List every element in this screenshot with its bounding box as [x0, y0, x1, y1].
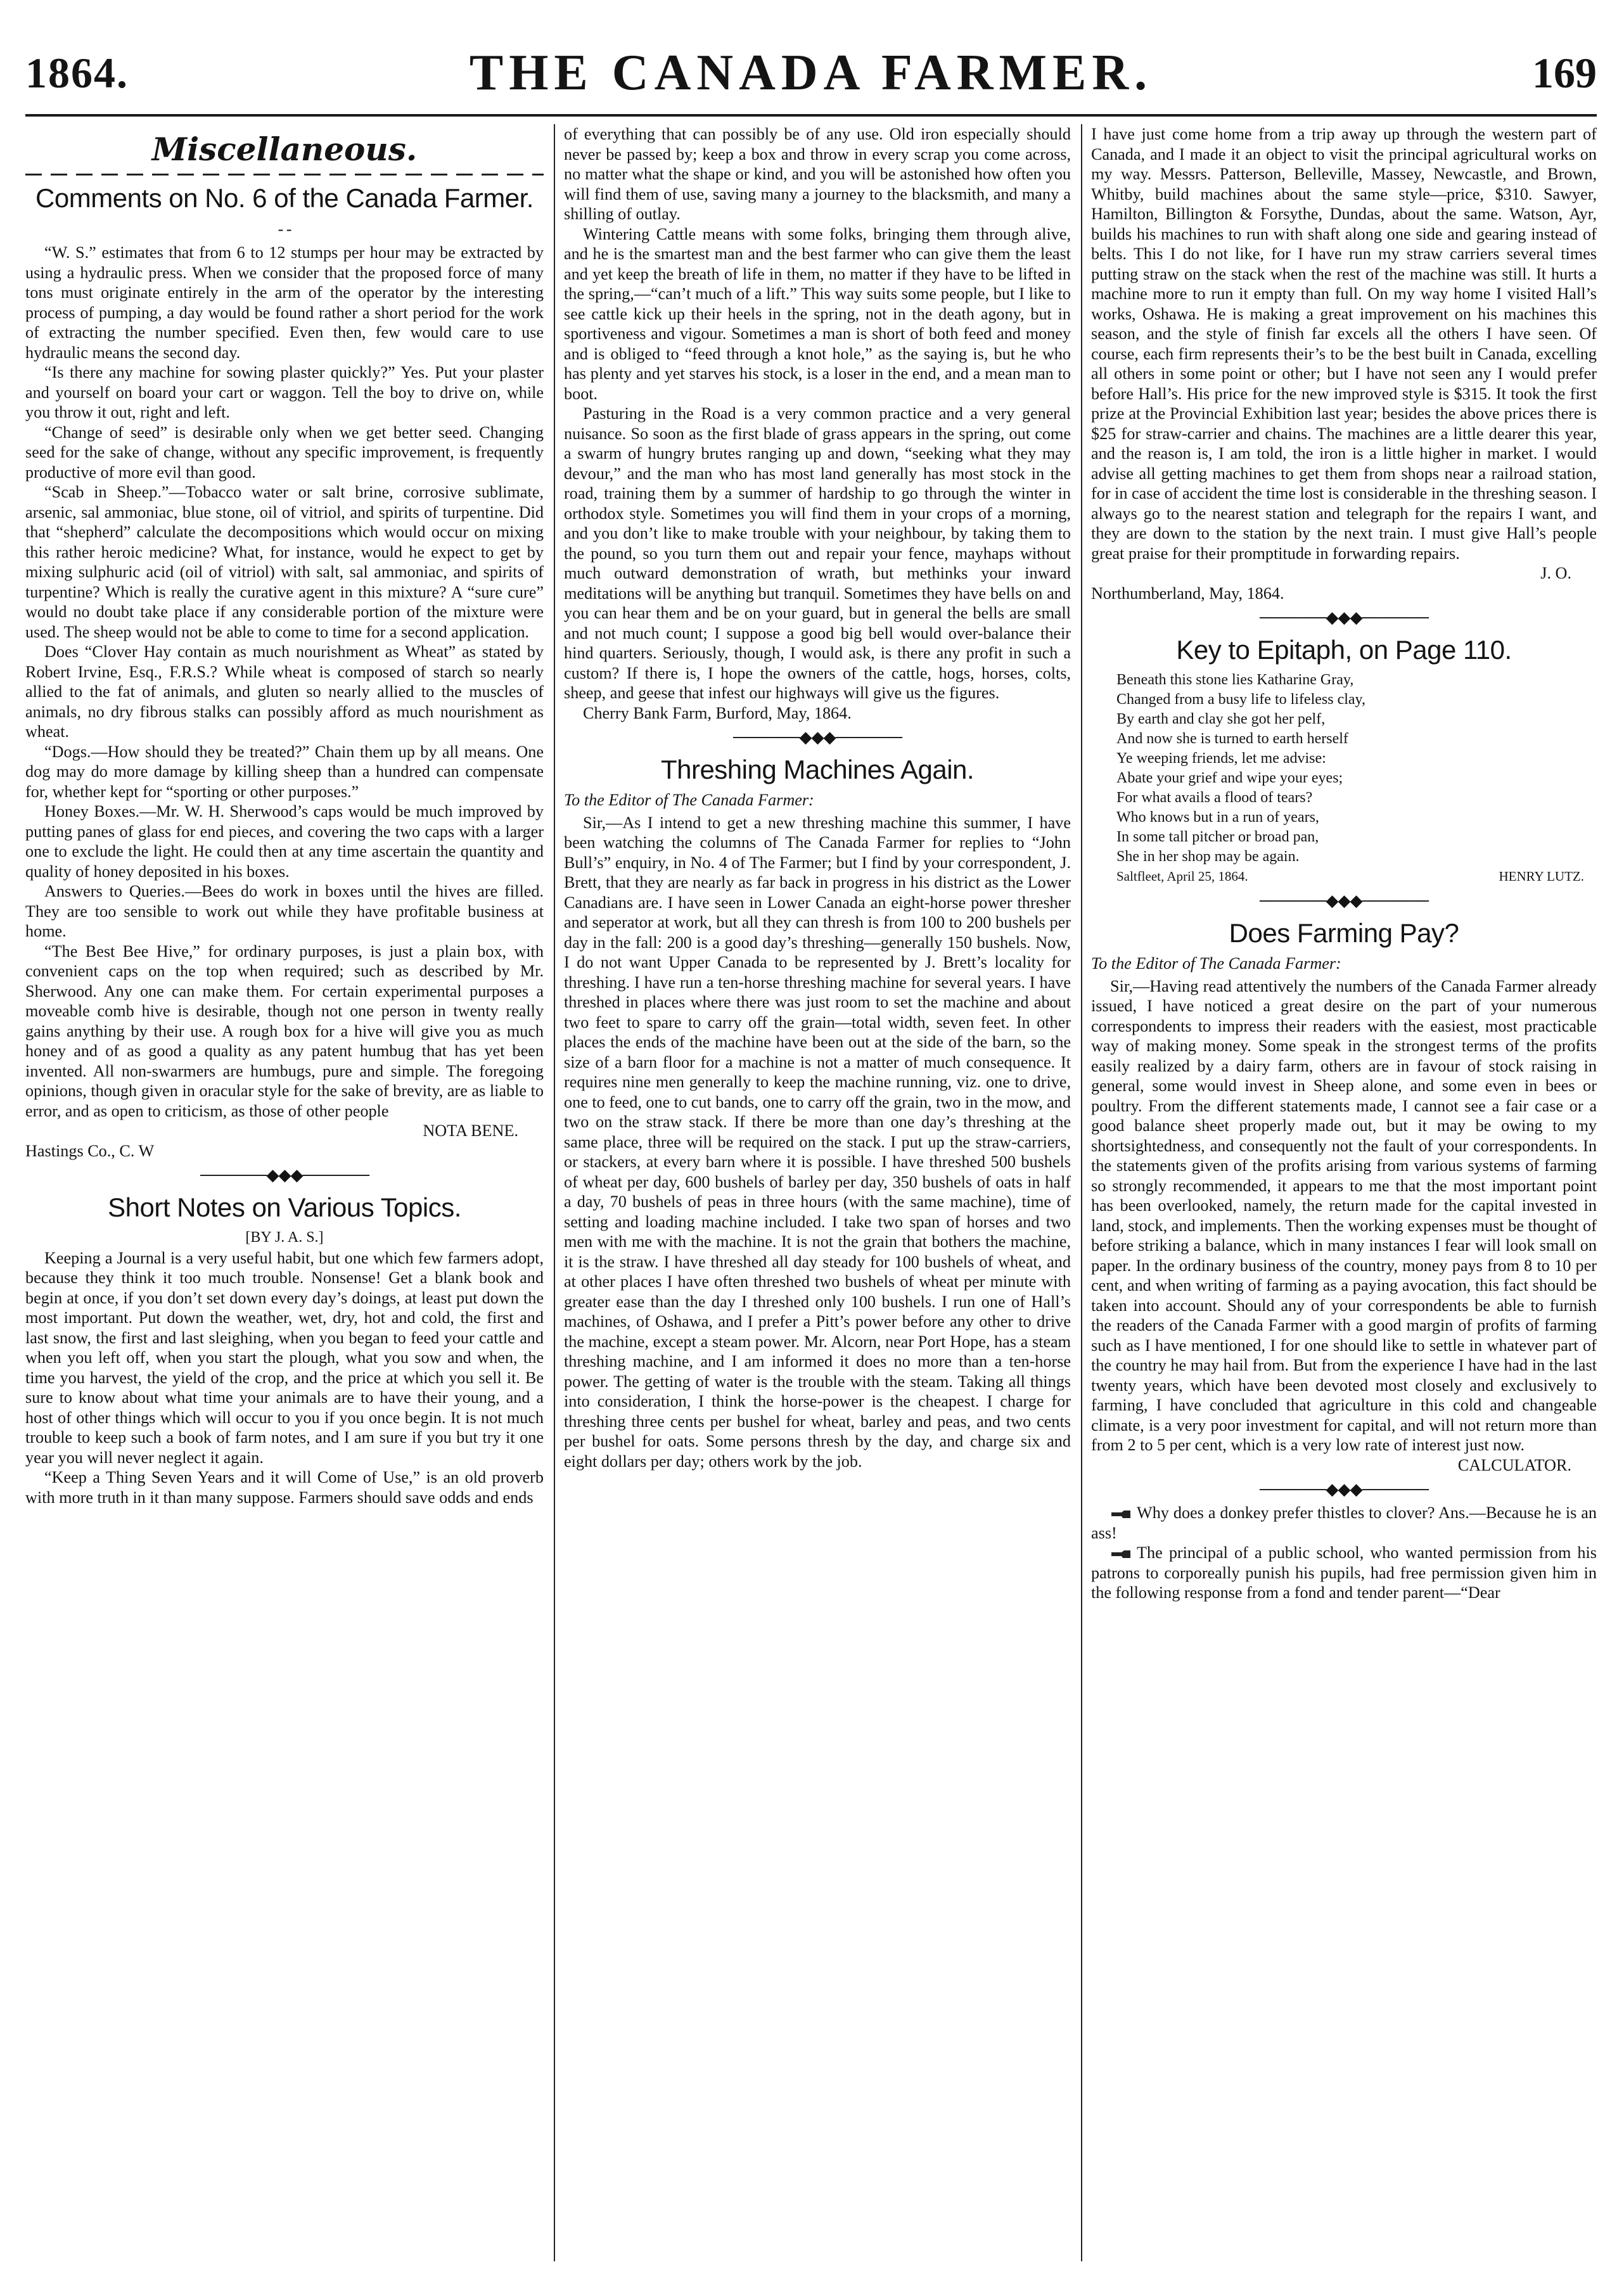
paragraph: Wintering Cattle means with some folks, bringing them through alive, and he is the smartest man and the best farmer who can give them the least and yet keep the breath of life in them, no matter if they have to be lifted in the spring,—“can’t much of a lift.” This way suits some people, but I like to see cattle kick up their heels in the spring, not in the death agony, but in sportiveness and vigour. Sometimes a man is short of both feed and money and is obliged to “feed through a knot hole,” as the saying is, but he who has plenty and yet starves his stock, is a loser in the end, and a mean man to boot.: [564, 224, 1071, 403]
poem-line: Beneath this stone lies Katharine Gray,: [1116, 672, 1354, 688]
column-2: [564, 124, 1071, 2261]
paragraph: “Dogs.—How should they be treated?” Chain them up by all means. One dog may do more damage by killing sheep than a hundred can compensate for, whether kept for “sporting or other purposes.”: [25, 742, 544, 801]
editor-address: To the Editor of The Canada Farmer:: [1091, 954, 1341, 973]
article-title-short-notes: Short Notes on Various Topics.: [108, 1192, 461, 1222]
poem-line: Who knows but in a run of years,: [1116, 809, 1319, 826]
poem-line: For what avails a flood of tears?: [1116, 789, 1313, 806]
poem-line: Ye weeping friends, let me advise:: [1116, 750, 1326, 767]
epitaph-signature: HENRY LUTZ.: [1499, 869, 1584, 884]
paragraph: “W. S.” estimates that from 6 to 12 stumps per hour may be extracted by using a hydraulic press. When we consider that the proposed force of many tons must originate entirely in the arm of the operator by the interesting process of pumping, a day would be found rather a short period for the work of extracting the number specified. Even then, few would care to use hydraulic means the second day.: [25, 243, 544, 362]
poem-line: Abate your grief and wipe your eyes;: [1116, 770, 1343, 786]
article-title-comments: Comments on No. 6 of the Canada Farmer.: [35, 183, 534, 213]
paragraph: Does “Clover Hay contain as much nourishment as Wheat” as stated by Robert Irvine, Esq., F.R.S.? While wheat is composed of starch so nearly allied to the fat of animals, and gluten so nearly allied to the muscles of animals, no dry fibrous stalks can possibly afford as much nourishment as wheat.: [25, 642, 544, 741]
joke-item: [1091, 1503, 1597, 1543]
masthead-title: THE CANADA FARMER.: [469, 45, 1153, 101]
paragraph: Answers to Queries.—Bees do work in boxes until the hives are filled. They are too sensible to work out while they have profitable business at home.: [25, 882, 544, 940]
signature: J. O.: [1540, 564, 1571, 582]
ornament-rule-icon: ──────◆◆◆──────: [200, 1166, 369, 1184]
poem-line: In some tall pitcher or broad pan,: [1116, 829, 1319, 845]
ornament-rule-icon: ──────◆◆◆──────: [1259, 1480, 1429, 1498]
ornament-rule-icon: ──────◆◆◆──────: [1259, 608, 1429, 627]
column-rule-2: [1081, 124, 1082, 2261]
signature: CALCULATOR.: [1457, 1455, 1571, 1474]
signature: NOTA BENE.: [423, 1121, 518, 1140]
paragraph: Sir,—Having read attentively the numbers of the Canada Farmer already issued, I have noticed a great desire on the part of your numerous correspondents to impress their readers with the easiest, most practicable way of making money. Some speak in the strongest terms of the profits easily realized by a dairy farm, others are in favour of stock raising in general, some would invest in Sheep alone, and some even in bees or poultry. From the different statements made, I cannot see a fair case or a good balance sheet properly made out, but it may be owing to my shortsightedness, and consequently not the fault of your correspondents. In the statements given of the profits arising from various systems of farming so strongly recommended, it appears to me that the most important point has been overlooked, namely, the return made for the capital invested in land, stock, and implements. Then the working expenses must be thought of before striking a balance, which in many instances I fear will look small on paper. In the ordinary business of the country, money pays from 8 to 10 per cent, and when writing of farming as a paying avocation, this fact should be taken into account. Should any of your correspondents be able to furnish the readers of the Canada Farmer with a good margin of profits of farming such as I have mentioned, I for one should like to settle in whatever part of the country he may hail from. But from the experience I have had in the last twenty years, which have been devoted most closely and exclusively to farming, I have concluded that agriculture in this cold and changeable climate, is a very poor investment for capital, and will not return more than from 2 to 5 per cent, which is a very low rate of interest just now.: [1091, 976, 1597, 1454]
masthead-rule: [25, 114, 1597, 117]
paragraph: of everything that can possibly be of any use. Old iron especially should never be passed by; keep a box and throw in every scrap you come across, no matter what the shape or kind, and you will be astonished how often you will find them of use, saving many a journey to the blacksmith, and many a shilling of outlay.: [564, 125, 1071, 223]
paragraph: Honey Boxes.—Mr. W. H. Sherwood’s caps would be much improved by putting panes of glass for end pieces, and covering the two caps with a larger one to exclude the light. He could then at any time ascertain the quantity and quality of honey deposited in his boxes.: [25, 802, 544, 881]
masthead-year: 1864.: [25, 49, 129, 97]
ornament-rule-icon: ──────◆◆◆──────: [732, 728, 902, 746]
dateline: Cherry Bank Farm, Burford, May, 1864.: [583, 703, 852, 722]
poem-line: By earth and clay she got her pelf,: [1116, 711, 1326, 727]
epitaph-poem: [1116, 670, 1597, 886]
epitaph-signature-row: [1116, 867, 1597, 886]
paragraph: Pasturing in the Road is a very common practice and a very general nuisance. So soon as the first blade of grass appears in the spring, out come a swarm of hungry brutes ranging up and down, “seeking what they may devour,” and the man who has most land generally has most stock in the road, training them by a summer of hardship to go through the winter in orthodox style. Sometimes you will find them in your crops of a morning, and you don’t like to make trouble with your neighbour, by taking them to the pound, so you turn them out and repair your fence, mayhaps without much outward demonstration of wrath, but methinks your inward meditations will be anything but tranquil. Sometimes they have bells on and you can hear them and be on your guard, but in general the bells are small and not much count; I suppose a good big bell would over-balance their hind quarters. Seriously, though, I would ask, is there any profit in such a custom? If there is, I hope the owners of the cattle, hogs, horses, colts, sheep, and geese that infest our highways will give us the figures.: [564, 404, 1071, 702]
article-title-farming-pay: Does Farming Pay?: [1229, 918, 1459, 948]
poem-line: She in her shop may be again.: [1116, 848, 1300, 865]
paragraph: I have just come home from a trip away up through the western part of Canada, and I made it an object to visit the principal agricultural works on my way. Messrs. Patterson, Belleville, Massey, Newcastle, and Brown, Whitby, build machines about the same style—price, $310. Sawyer, Hamilton, Billington & Forsythe, Dundas, about the same. Watson, Ayr, builds his machines to run with shaft along one side and gearing instead of belts. This I do not like, for I have run my straw carriers several times putting straw on the stack when the rest of the machine was still. It hurts a machine more to run it empty than full. On my way home I visited Hall’s works, Oshawa. He is making a great improvement on his machines this season, and the style of finish far excels all the others I have seen. Of course, each firm represents their’s to be the best built in Canada, excelling all others in some point or other; but I have not seen any I would prefer before Hall’s. His price for the new improved style is $315. It took the first prize at the Provincial Exhibition last year; besides the above prices there is $25 for straw-carrier and chains. The machines are a little dearer this year, and the reason is, I am told, the iron is a little higher in market. I would advise all getting machines to get them from shops near a railroad station, for in case of accident the time lost is considerable in the threshing season. I always go to the nearest station and telegraph for the repairs I want, and they are down to the station by the next train. I must give Hall’s people great praise for their promptitude in forwarding repairs.: [1091, 125, 1597, 563]
masthead: [25, 35, 1597, 105]
poem-line: Changed from a busy life to lifeless clay,: [1116, 691, 1365, 708]
joke-item: [1091, 1543, 1597, 1603]
column-1: [25, 124, 544, 2261]
ornament-rule-icon: ──────◆◆◆──────: [1259, 891, 1429, 910]
epitaph-place-date: Saltfleet, April 25, 1864.: [1116, 869, 1248, 884]
joke-text: Why does a donkey prefer thistles to clover? Ans.—Because he is an ass!: [1091, 1504, 1597, 1542]
section-rule: [25, 174, 544, 176]
paragraph: “Change of seed” is desirable only when we get better seed. Changing seed for the sake of change, without any specific improvement, is frequently productive of more evil than good.: [25, 423, 544, 482]
poem-line: And now she is turned to earth herself: [1116, 731, 1348, 747]
ornament-rule-icon: - -: [278, 220, 291, 238]
page-number: 169: [1532, 49, 1597, 97]
byline: [BY J. A. S.]: [245, 1229, 324, 1246]
editor-address: To the Editor of The Canada Farmer:: [564, 791, 814, 809]
article-title-epitaph: Key to Epitaph, on Page 110.: [1176, 635, 1512, 665]
column-rule-1: [554, 124, 555, 2261]
dateline: Hastings Co., C. W: [25, 1141, 155, 1160]
joke-text: The principal of a public school, who wanted permission from his patrons to corporeally punish his pupils, had free permission given him in the following response from a fond and tender parent—“Dear: [1091, 1543, 1597, 1602]
pointing-hand-icon: [1110, 1509, 1132, 1520]
paragraph: “Is there any machine for sowing plaster quickly?” Yes. Put your plaster and yourself on board your cart or waggon. Tell the boy to drive on, while you throw it out, right and left.: [25, 363, 544, 421]
column-3: [1091, 124, 1597, 2261]
paragraph: Keeping a Journal is a very useful habit, but one which few farmers adopt, because they think it too much trouble. Nonsense! Get a blank book and begin at once, if you don’t set down every day’s doings, at least put down the most important. Put down the weather, wet, dry, hot and cold, the first and last snow, the first and last sleighing, when you began to feed your cattle and when you left off, when you start the plough, what you sow and when, the time you harvest, the yield of the crop, and the price at which you sell it. Be sure to know about what time your animals are to have their young, and a host of other things which will occur to you if you once begin. It is not much trouble to keep such a book of farm notes, and I am sure if you but try it one year you will never neglect it again.: [25, 1248, 544, 1467]
paragraph: “The Best Bee Hive,” for ordinary purposes, is just a plain box, with convenient caps on the top when required; such as described by Mr. Sherwood. Any one can make them. For certain experimental purposes a moveable comb hive is desirable, though not one person in twenty really gains anything by their use. A rough box for a hive will give you as much honey and of as good a quality as any patent humbug that has yet been invented. All non-swarmers are humbugs, pure and simple. The foregoing opinions, though given in oracular style for the sake of brevity, are as liable to error, and as open to criticism, as those of other people: [25, 942, 544, 1120]
section-heading: Miscellaneous.: [151, 131, 418, 168]
paragraph: “Keep a Thing Seven Years and it will Come of Use,” is an old proverb with more truth in it than many suppose. Farmers should save odds and ends: [25, 1468, 544, 1507]
paragraph: Sir,—As I intend to get a new threshing machine this summer, I have been watching the columns of The Canada Farmer for replies to “John Bull’s” enquiry, in No. 4 of The Farmer; but I find by your correspondent, J. Brett, that they are nearly as far back in progress in his district as the Lower Canadians are. I have seen in Lower Canada an eight-horse power thresher and seperator at work, but all they can thresh is from 100 to 200 bushels per day in the fall: 200 is a good day’s threshing—generally 150 bushels. Now, I do not want Upper Canada to be represented by J. Brett’s locality for threshing. I have run a ten-horse threshing machine for several years. I have threshed in places where there was just room to set the machine and about two feet to spare to carry off the grain—total width, seven feet. In other places the ends of the machine have been out at the side of the barn, so the size of a barn floor for a machine is not a matter of much consequence. It requires nine men generally to keep the machine running, viz. one to drive, one to feed, one to cut bands, one to carry off the grain, two in the mow, and two on the straw stack. If there be more than one day’s threshing at the same place, three will be required on the stack. I put up the straw-carriers, or stackers, at every barn where it is possible. I have threshed 500 bushels of wheat per day, 600 bushels of barley per day, 350 bushels of oats in half a day, 70 bushels of peas in three hours (with the same machine), time of setting and loading machine included. I take two span of horses and two men with me with the machine. It is not the grain that bothers the machine, it is the straw. I have threshed all day steady for 100 bushels of wheat, and at other places I have often threshed two bushels of wheat per minute with greater ease than the day I threshed only 100 bushels. I run one of Hall’s machines, of Oshawa, and I prefer a Pitt’s power before any other to drive the machine, except a steam power. Mr. Alcorn, near Port Hope, has a steam threshing machine, and I am informed it does no more than a ten-horse power. The getting of water is the trouble with the steam. Taking all things into consideration, I think the horse-power is the cheapest. I charge for threshing three cents per bushel for wheat, barley and peas, and two cents per bushel for oats. Some persons thresh by the day, and charge six and eight dollars per day; others work by the job.: [564, 813, 1071, 1471]
paragraph: “Scab in Sheep.”—Tobacco water or salt brine, corrosive sublimate, arsenic, sal ammoniac, blue stone, oil of vitriol, and spirits of turpentine. Did that “shepherd” calculate the decompositions which would occur on mixing this rather heroic medicine? What, for instance, would he expect to get by mixing sulphuric acid (oil of vitriol) with salt, sal ammoniac, and spirits of turpentine? Which is really the curative agent in this mixture? A “sure cure” would no doubt take place if any considerable portion of the mixture were used. The sheep would not be able to come to time for a second application.: [25, 483, 544, 641]
pointing-hand-icon: [1110, 1549, 1132, 1560]
article-title-threshing: Threshing Machines Again.: [660, 755, 975, 784]
dateline: Northumberland, May, 1864.: [1091, 584, 1284, 603]
